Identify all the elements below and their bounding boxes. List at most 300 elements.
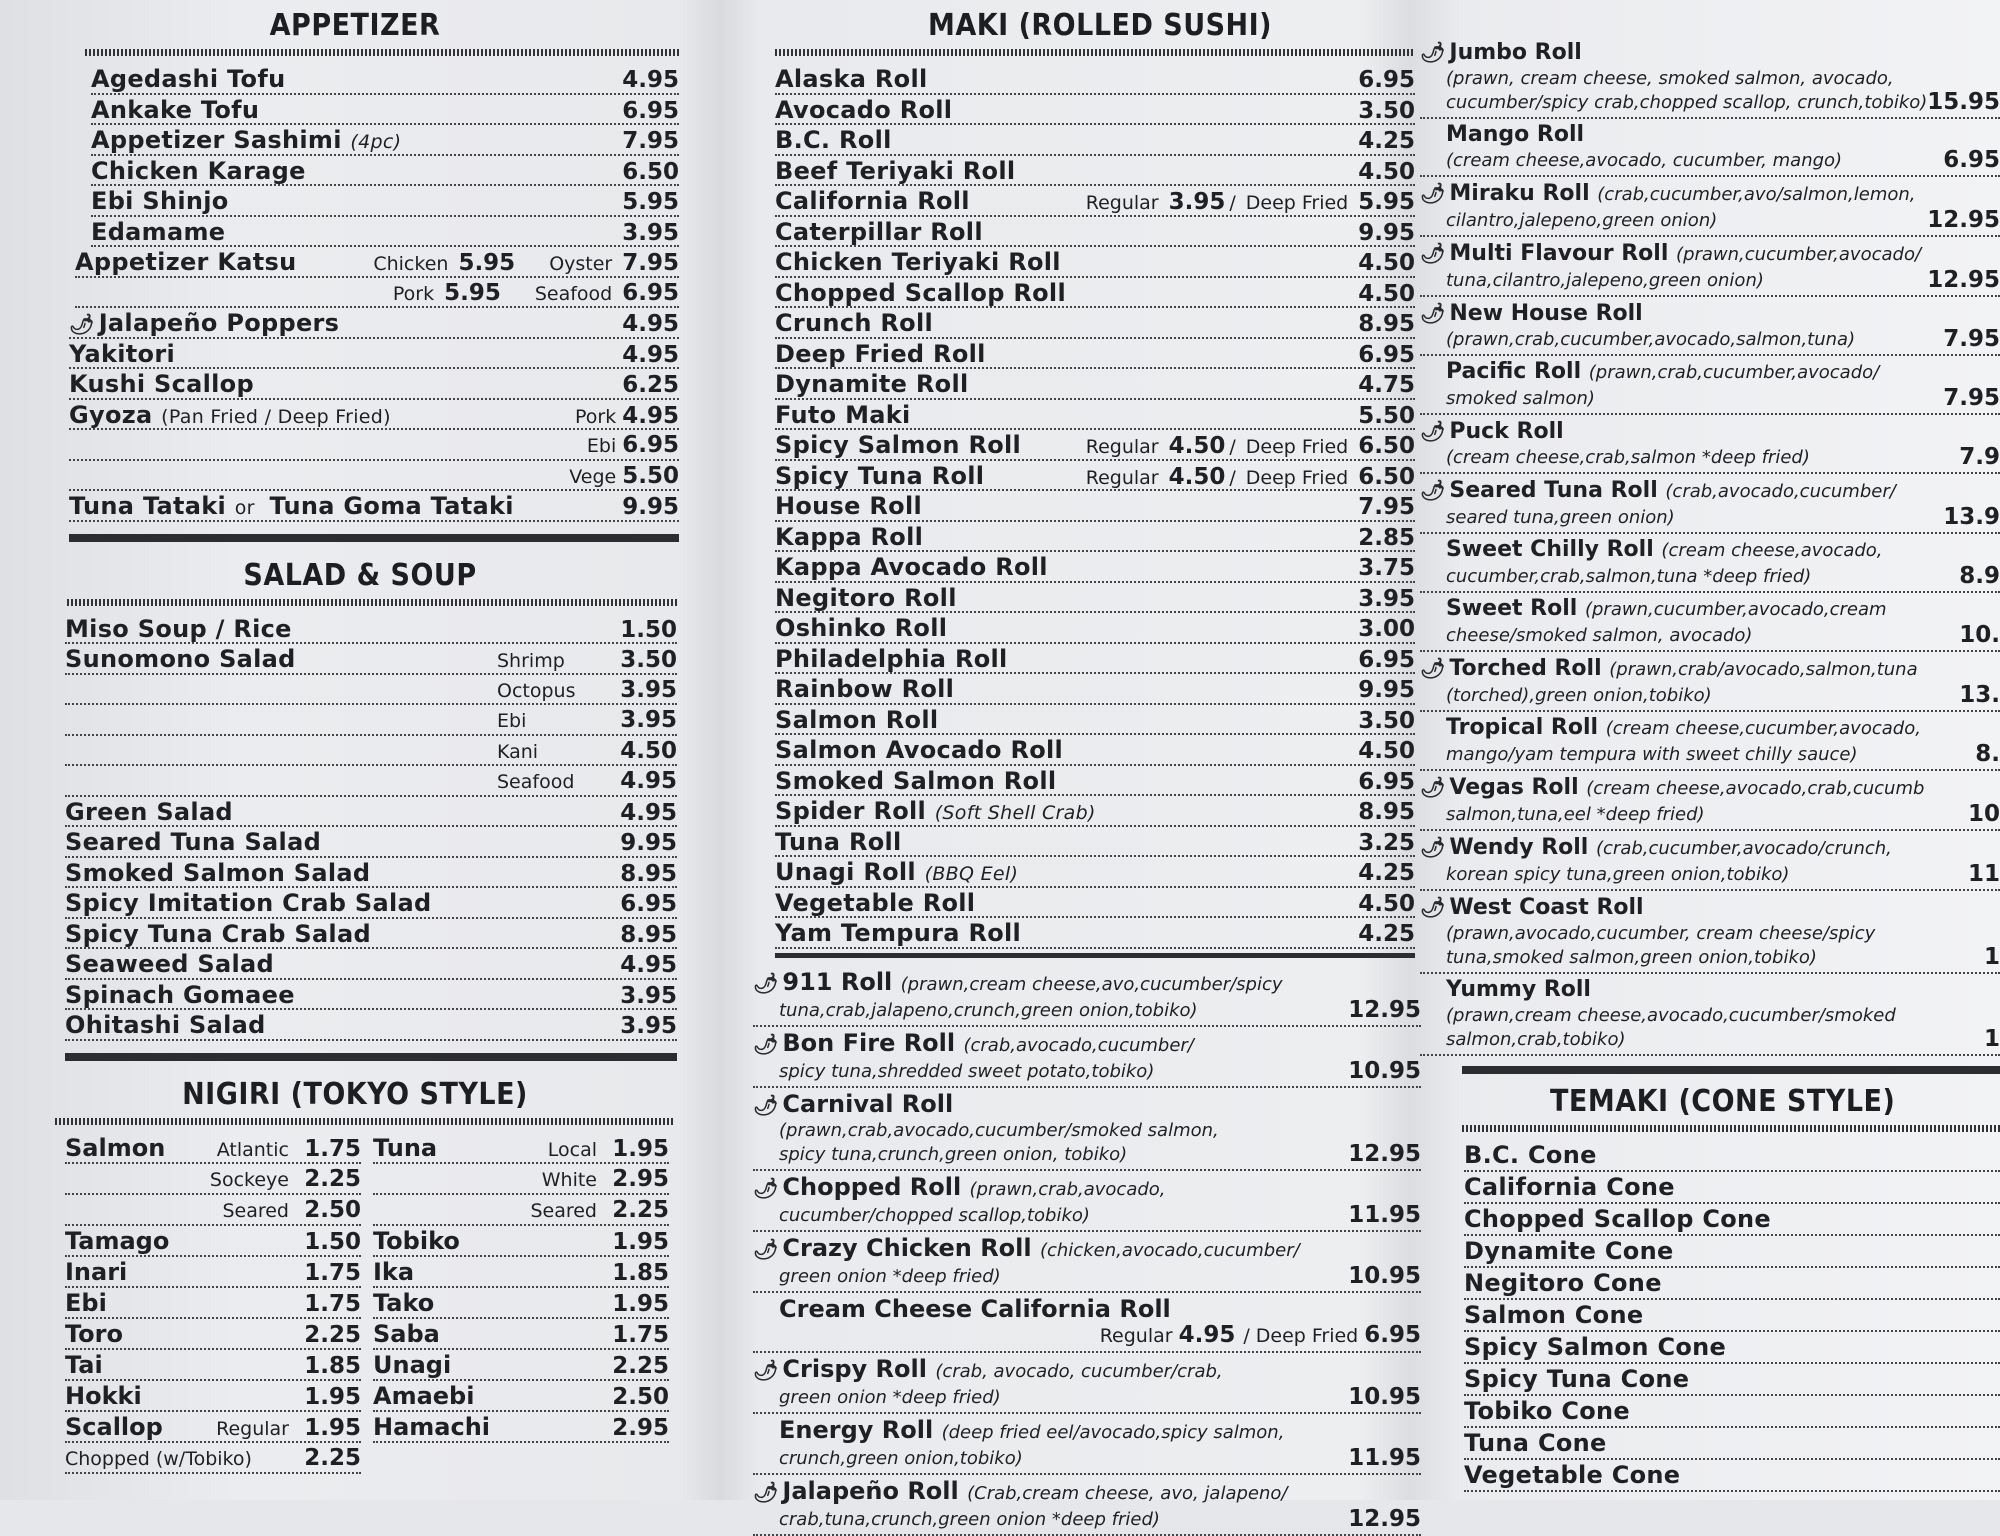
- roll-description: (cream cheese,avocado,: [1661, 540, 1883, 561]
- item-price: 5.95: [622, 189, 679, 215]
- appetizer-list: [91, 64, 679, 247]
- gyoza-pork: Pork 4.95: [575, 402, 679, 429]
- item-price: 4.95: [620, 799, 677, 826]
- item-name: Avocado Roll: [775, 95, 953, 124]
- price-options: [1086, 462, 1415, 493]
- appetizer-title: APPETIZER: [269, 8, 441, 43]
- roll-price: 12.95: [1927, 207, 2000, 233]
- chicken-price: 5.95: [458, 250, 516, 276]
- item-price: 6.50: [622, 158, 679, 185]
- roll-title: Energy Roll (deep fried eel/avocado,spicy salmon,: [779, 1415, 1285, 1444]
- item-name: Ankake Tofu: [91, 95, 260, 124]
- special-roll: [1420, 415, 2000, 474]
- regular-label: Regular: [1085, 192, 1159, 214]
- seafood-price: 6.95: [622, 279, 679, 306]
- temaki-list: [1464, 1140, 2000, 1492]
- salad-title: SALAD & SOUP: [243, 557, 477, 593]
- regular-label: Regular: [1099, 1324, 1173, 1347]
- special-roll: [1420, 974, 2000, 1056]
- option: [497, 766, 677, 797]
- roll-description-2: tuna,crab,jalapeno,crunch,green onion,tobiko): [779, 999, 1198, 1021]
- item-price: 9.95: [620, 830, 677, 856]
- maki-item: [775, 705, 1415, 736]
- item-name: Inari: [65, 1257, 128, 1286]
- maki-title-rule: [775, 49, 1415, 56]
- item-name: Oshinko Roll: [775, 614, 948, 642]
- chili-pepper-icon: 🌶︎: [1420, 478, 1446, 502]
- deep-fried-label: Deep Fried: [1245, 192, 1349, 214]
- item-price: 1.75: [304, 1290, 361, 1317]
- item-name: Chopped Scallop Roll: [775, 278, 1066, 307]
- right-column: [1420, 0, 2000, 1492]
- item-name: Edamame: [91, 217, 226, 246]
- salad-item: [65, 797, 677, 828]
- appetizer-item: [69, 369, 679, 400]
- special-roll: [1420, 36, 2000, 119]
- special-roll: [1420, 119, 2000, 177]
- special-roll: [1420, 237, 2000, 297]
- item-name: Chopped (w/Tobiko): [65, 1447, 252, 1470]
- roll-description-2: (prawn,crab,avocado,cucumber/smoked salmon,: [779, 1119, 1219, 1141]
- special-roll: [753, 966, 1421, 1027]
- item-price: 3.95: [1358, 585, 1415, 612]
- chili-pepper-icon: 🌶︎: [1420, 835, 1446, 859]
- item-name: Ika: [373, 1257, 415, 1286]
- special-roll: [753, 1088, 1421, 1171]
- item-price: 4.95: [620, 952, 677, 978]
- item-price: 2.25: [612, 1352, 669, 1379]
- roll-title: Cream Cheese California Roll: [779, 1294, 1171, 1323]
- item-price: 4.50: [1358, 250, 1415, 276]
- left-column: [55, 0, 679, 1474]
- item-price: 9.95: [1358, 219, 1415, 246]
- roll-description: (crab,cucumber,avocado/crunch,: [1596, 838, 1892, 859]
- item-price: 4.25: [1358, 921, 1415, 947]
- maki-item: [775, 766, 1415, 797]
- roll-price: 6.95: [1943, 147, 2000, 173]
- roll-price: 10.95: [1348, 1383, 1421, 1410]
- gyoza-row-vege: [69, 461, 679, 492]
- item-price: 1.75: [304, 1135, 361, 1162]
- option: [497, 645, 677, 676]
- roll-description: (crab, avocado, cucumber/crab,: [935, 1360, 1223, 1382]
- maki-item: [775, 461, 1415, 492]
- roll-description-2: salmon,tuna,eel *deep fried): [1446, 804, 1705, 825]
- roll-description-2: cucumber,crab,salmon,tuna *deep fried): [1446, 566, 1812, 587]
- item-price: 4.50: [1358, 280, 1415, 307]
- item-price: 3.95: [620, 1013, 677, 1039]
- roll-price: 12.95: [1348, 1140, 1421, 1167]
- deep-fried-label: Deep Fried: [1245, 466, 1349, 489]
- item-name: Seared Tuna Salad: [65, 828, 322, 856]
- nigiri-item: [373, 1288, 669, 1319]
- ebi-label: Ebi: [586, 435, 617, 457]
- roll-price: 7.95: [1943, 385, 2000, 411]
- deep-fried-price: 6.50: [1358, 463, 1415, 490]
- nigiri-item: [65, 1226, 361, 1257]
- nigiri-item: [65, 1319, 361, 1350]
- pork-label: Pork: [392, 282, 435, 305]
- roll-description: (prawn,cream cheese,avo,cucumber/spicy: [900, 973, 1283, 995]
- item-name: Salmon Cone: [1464, 1301, 1644, 1329]
- roll-title: 🌶︎ 911 Roll (prawn,cream cheese,avo,cucumber/spicy: [753, 967, 1283, 996]
- item-price: 4.95: [622, 311, 679, 337]
- item-price: 8.95: [620, 921, 677, 948]
- nigiri-item: [373, 1195, 669, 1226]
- special-roll: [753, 1293, 1421, 1353]
- seafood-label: Seafood: [534, 282, 613, 305]
- roll-description-2: crab,tuna,crunch,green onion *deep fried): [779, 1508, 1160, 1530]
- nigiri-right-column: [373, 1133, 669, 1474]
- appetizer-item: [91, 125, 679, 156]
- maki-item: [775, 430, 1415, 461]
- roll-description: (prawn,crab/avocado,salmon,tuna: [1609, 659, 1918, 680]
- special-roll: [753, 1353, 1421, 1414]
- nigiri-item: [373, 1257, 669, 1288]
- nigiri-item: [65, 1412, 361, 1443]
- maki-item: [775, 857, 1415, 888]
- item-name: Chicken Karage: [91, 156, 306, 185]
- gyoza-ebi: Ebi 6.95: [586, 432, 679, 458]
- katsu-options-2: [393, 278, 679, 309]
- middle-column: [753, 0, 1421, 1536]
- item-name: Ohitashi Salad: [65, 1011, 266, 1039]
- section-divider: [65, 1053, 677, 1061]
- item-price: 3.50: [1358, 707, 1415, 734]
- item-price: 2.25: [304, 1165, 361, 1192]
- item-price: 1.95: [612, 1135, 669, 1162]
- item-price: 4.95: [622, 67, 679, 93]
- tuna-goma-tataki-name: Tuna Goma Tataki: [269, 492, 514, 520]
- salad-item: [65, 919, 677, 950]
- separator: /: [1243, 1324, 1250, 1347]
- chili-pepper-icon: 🌶︎: [753, 1092, 779, 1117]
- special-roll: [753, 1232, 1421, 1293]
- roll-title: 🌶︎ Jumbo Roll: [1420, 40, 1582, 65]
- chicken-label: Chicken: [373, 253, 449, 275]
- item-name: Yakitori: [69, 339, 175, 368]
- roll-description-3: spicy tuna,crunch,green onion, tobiko): [779, 1143, 1128, 1165]
- special-roll-list-2: [1420, 36, 2000, 1056]
- item-price: 1.50: [620, 616, 677, 643]
- item-price: 1.95: [612, 1290, 669, 1317]
- chili-pepper-icon: 🌶︎: [1420, 241, 1446, 265]
- deep-fried-label: Deep Fried: [1245, 436, 1349, 458]
- special-roll: [753, 1475, 1421, 1536]
- roll-title: 🌶︎ Chopped Roll (prawn,crab,avocado,: [753, 1172, 1166, 1201]
- roll-title: 🌶︎ Wendy Roll (crab,cucumber,avocado/crunch,: [1420, 835, 1892, 860]
- temaki-item: [1464, 1300, 2000, 1332]
- item-price: 2.25: [304, 1321, 361, 1348]
- item-name: Negitoro Roll: [775, 583, 957, 612]
- roll-description: (prawn,cucumber,avocado,cream: [1584, 599, 1887, 620]
- roll-price: 7.9: [1959, 444, 2000, 470]
- item-price: 4.25: [1358, 860, 1415, 886]
- nigiri-item: [373, 1350, 669, 1381]
- item-name: Salmon Roll: [775, 705, 939, 734]
- item-price: 8.95: [1358, 311, 1415, 337]
- roll-description: (crab,avocado,cucumber/: [1665, 481, 1896, 502]
- special-roll: [1420, 356, 2000, 415]
- item-price: 4.95: [622, 341, 679, 368]
- roll-description-2: spicy tuna,shredded sweet potato,tobiko): [779, 1060, 1155, 1082]
- appetizer-item: [91, 186, 679, 217]
- roll-description-2: (cream cheese,crab,salmon *deep fried): [1446, 447, 1810, 468]
- option-label: Ebi: [497, 710, 527, 732]
- option-price: 4.95: [620, 768, 677, 794]
- oyster-price: 7.95: [622, 250, 679, 276]
- item-name: Tako: [373, 1288, 435, 1317]
- item-price: 3.50: [1358, 97, 1415, 124]
- nigiri-left-column: [65, 1133, 361, 1474]
- roll-description: (crab,avocado,cucumber/: [963, 1034, 1194, 1056]
- item-price: 6.95: [1358, 341, 1415, 368]
- special-roll: [753, 1171, 1421, 1232]
- chili-pepper-icon: 🌶︎: [753, 1236, 779, 1261]
- roll-title: Yummy Roll: [1446, 977, 1591, 1002]
- appetizer-item: [91, 217, 679, 248]
- option-label: Shrimp: [497, 650, 565, 672]
- salad-item: [65, 827, 677, 858]
- nigiri-item: [65, 1288, 361, 1319]
- roll-title: 🌶︎ Bon Fire Roll (crab,avocado,cucumber/: [753, 1028, 1194, 1057]
- maki-item: [775, 491, 1415, 522]
- item-price: 3.25: [1358, 829, 1415, 856]
- roll-description: (crab,cucumber,avo/salmon,lemon,: [1597, 184, 1916, 205]
- maki-item: [775, 217, 1415, 248]
- roll-description-2: green onion *deep fried): [779, 1386, 1001, 1408]
- nigiri-item: [373, 1164, 669, 1195]
- appetizer-item: [91, 156, 679, 187]
- roll-title: 🌶︎ Carnival Roll: [753, 1089, 954, 1118]
- item-price: 1.85: [304, 1352, 361, 1379]
- item-price: 4.25: [1358, 128, 1415, 154]
- item-name: Dynamite Roll: [775, 370, 969, 398]
- salad-item: [65, 1010, 677, 1041]
- chili-pepper-icon: 🌶︎: [1420, 301, 1446, 325]
- deep-fried-label: Deep Fried: [1255, 1324, 1359, 1347]
- temaki-item: [1464, 1396, 2000, 1428]
- temaki-title: TEMAKI (CONE STYLE): [1550, 1084, 1896, 1119]
- roll-description-2: tuna,cilantro,jalepeno,green onion): [1446, 270, 1764, 291]
- item-name: Appetizer Sashimi (4pc): [91, 126, 402, 154]
- item-price: 6.95: [1358, 67, 1415, 93]
- maki-item: [775, 186, 1415, 217]
- maki-item: [775, 918, 1415, 949]
- maki-item: [775, 644, 1415, 675]
- option-price: 3.95: [620, 707, 677, 733]
- roll-price: 1: [1983, 1026, 2000, 1052]
- price-options: [1086, 431, 1415, 462]
- chili-pepper-icon: 🌶︎: [1420, 656, 1446, 680]
- maki-list: [775, 64, 1415, 949]
- item-name: Tamago: [65, 1226, 170, 1255]
- maki-item: [775, 64, 1415, 95]
- chili-pepper-icon: 🌶︎: [753, 970, 779, 995]
- item-name: Tuna Roll: [775, 827, 902, 856]
- item-price: 2.95: [612, 1414, 669, 1441]
- item-sub: White: [541, 1168, 597, 1191]
- appetizer-item: [91, 95, 679, 126]
- nigiri-item: [65, 1381, 361, 1412]
- option-label: Kani: [497, 740, 539, 763]
- roll-price: 10.95: [1348, 1057, 1421, 1084]
- item-name: Smoked Salmon Salad: [65, 858, 371, 887]
- appetizer-list-2: [69, 308, 679, 400]
- item-price: 2.50: [304, 1196, 361, 1223]
- item-name: Spicy Imitation Crab Salad: [65, 889, 432, 917]
- price-options: [753, 1323, 1421, 1349]
- item-name: Deep Fried Roll: [775, 339, 986, 368]
- nigiri-title: NIGIRI (TOKYO STYLE): [182, 1076, 528, 1112]
- roll-title: 🌶︎ Miraku Roll (crab,cucumber,avo/salmon,lemon,: [1420, 181, 1916, 206]
- item-name: Scallop: [65, 1412, 163, 1441]
- temaki-item: [1464, 1332, 2000, 1364]
- item-name: Dynamite Cone: [1464, 1237, 1674, 1265]
- appetizer-katsu: [75, 247, 679, 308]
- regular-price: 4.50: [1168, 433, 1226, 459]
- item-name: Tuna: [373, 1133, 438, 1162]
- appetizer-item: [69, 339, 679, 370]
- item-name: Alaska Roll: [775, 65, 928, 93]
- roll-title: 🌶︎ Multi Flavour Roll (prawn,cucumber,avocado/: [1420, 241, 1922, 266]
- roll-price: 12.95: [1348, 996, 1421, 1023]
- roll-price: 12.95: [1927, 267, 2000, 293]
- nigiri-item: [65, 1133, 361, 1164]
- special-roll: [1420, 891, 2000, 974]
- gyoza-vege: Vege 5.50: [569, 462, 679, 489]
- temaki-item: [1464, 1364, 2000, 1396]
- item-name: Seaweed Salad: [65, 950, 275, 978]
- temaki-item: [1464, 1236, 2000, 1268]
- chili-pepper-icon: 🌶︎: [69, 312, 95, 336]
- special-roll: [1420, 771, 2000, 831]
- maki-item: [775, 613, 1415, 644]
- roll-price: 10: [1967, 801, 2000, 827]
- special-roll: [1420, 177, 2000, 237]
- tuna-tataki-name: Tuna Tataki: [69, 492, 227, 520]
- roll-title: 🌶︎ West Coast Roll: [1420, 895, 1644, 920]
- maki-item: [775, 95, 1415, 126]
- roll-description-2: cucumber/chopped scallop,tobiko): [779, 1204, 1090, 1226]
- chili-pepper-icon: 🌶︎: [753, 1031, 779, 1056]
- roll-title: 🌶︎ Crazy Chicken Roll (chicken,avocado,cucumber/: [753, 1233, 1300, 1262]
- item-name: Hamachi: [373, 1412, 491, 1441]
- item-name: Tai: [65, 1350, 103, 1379]
- sunomono-option: [65, 766, 677, 797]
- katsu-row-2: [75, 278, 679, 309]
- item-price: 2.50: [612, 1383, 669, 1410]
- deep-fried-price: 6.50: [1358, 433, 1415, 459]
- item-price: 6.95: [1358, 646, 1415, 673]
- item-note: (Pan Fried / Deep Fried): [161, 405, 391, 428]
- salad-item: [65, 949, 677, 980]
- item-price: 6.95: [1358, 768, 1415, 795]
- item-name: Spicy Salmon Roll: [775, 431, 1022, 459]
- roll-description-2: green onion *deep fried): [779, 1265, 1001, 1287]
- chili-pepper-icon: 🌶︎: [1420, 181, 1446, 205]
- item-name: Spicy Tuna Cone: [1464, 1365, 1690, 1393]
- item-price: 6.95: [622, 97, 679, 124]
- item-price: 1.75: [304, 1259, 361, 1286]
- item-name: Spinach Gomaee: [65, 980, 295, 1009]
- chili-pepper-icon: 🌶︎: [1420, 775, 1446, 799]
- nigiri-item: [373, 1133, 669, 1164]
- roll-description-2: (prawn, cream cheese, smoked salmon, avocado,: [1446, 68, 1894, 89]
- item-price: 3.95: [620, 982, 677, 1009]
- item-price: 8.95: [1358, 799, 1415, 825]
- special-roll: [753, 1414, 1421, 1475]
- roll-title: 🌶︎ New House Roll: [1420, 301, 1643, 326]
- item-price: 1.85: [612, 1259, 669, 1286]
- salad-list: [65, 614, 677, 1041]
- temaki-item: [1464, 1268, 2000, 1300]
- item-name: Futo Maki: [775, 400, 911, 429]
- section-divider: [1462, 1066, 2000, 1074]
- item-name: Tuna Cone: [1464, 1429, 1607, 1457]
- item-name: California Roll: [775, 187, 970, 215]
- separator: /: [1229, 466, 1236, 489]
- item-name: California Cone: [1464, 1173, 1675, 1201]
- nigiri-item: [373, 1381, 669, 1412]
- separator: /: [1229, 436, 1236, 458]
- chili-pepper-icon: 🌶︎: [753, 1175, 779, 1200]
- item-name: Tobiko Cone: [1464, 1397, 1631, 1425]
- temaki-item: [1464, 1204, 2000, 1236]
- roll-description: (prawn,crab,cucumber,avocado/: [1588, 362, 1880, 383]
- item-name: Caterpillar Roll: [775, 217, 983, 246]
- item-sub: Sockeye: [209, 1168, 289, 1191]
- special-roll: [1420, 534, 2000, 593]
- salad-item: [65, 888, 677, 919]
- price-options: [1086, 187, 1415, 218]
- option: [497, 675, 677, 706]
- item-sub: Regular: [216, 1417, 289, 1440]
- nigiri-item: [373, 1319, 669, 1350]
- roll-description: (chicken,avocado,cucumber/: [1039, 1239, 1300, 1261]
- roll-description: (cream cheese,avocado,crab,cucumb: [1586, 778, 1925, 799]
- item-name: Unagi: [373, 1350, 452, 1379]
- regular-label: Regular: [1085, 436, 1159, 458]
- maki-item: [775, 369, 1415, 400]
- item-sub: Atlantic: [216, 1138, 289, 1161]
- item-price: 8.95: [620, 860, 677, 887]
- item-name: 🌶︎ Jalapeño Poppers: [69, 309, 340, 337]
- pork-price: 5.95: [444, 279, 501, 306]
- maki-item: [775, 156, 1415, 187]
- item-name: Miso Soup / Rice: [65, 614, 292, 643]
- roll-description-2: (prawn,crab,cucumber,avocado,salmon,tuna): [1446, 329, 1856, 350]
- roll-description-2: cheese/smoked salmon, avocado): [1446, 625, 1753, 646]
- roll-title: 🌶︎ Torched Roll (prawn,crab/avocado,salmon,tuna: [1420, 656, 1918, 681]
- roll-description-2: mango/yam tempura with sweet chilly sauce): [1446, 744, 1858, 765]
- maki-item: [775, 339, 1415, 370]
- chili-pepper-icon: 🌶︎: [1420, 895, 1446, 919]
- vege-label: Vege: [569, 465, 617, 488]
- maki-item: [775, 125, 1415, 156]
- item-price: 3.00: [1358, 616, 1415, 642]
- item-name: Salmon Avocado Roll: [775, 736, 1064, 764]
- item-sub: Seared: [530, 1199, 597, 1222]
- roll-price: 11: [1967, 861, 2000, 887]
- section-divider: [775, 953, 1415, 958]
- appetizer-item: [69, 308, 679, 339]
- gyoza-row-ebi: [69, 430, 679, 461]
- item-name: Kushi Scallop: [69, 370, 254, 398]
- item-name: Saba: [373, 1319, 440, 1348]
- nigiri-item: [373, 1226, 669, 1257]
- nigiri-item: [65, 1257, 361, 1288]
